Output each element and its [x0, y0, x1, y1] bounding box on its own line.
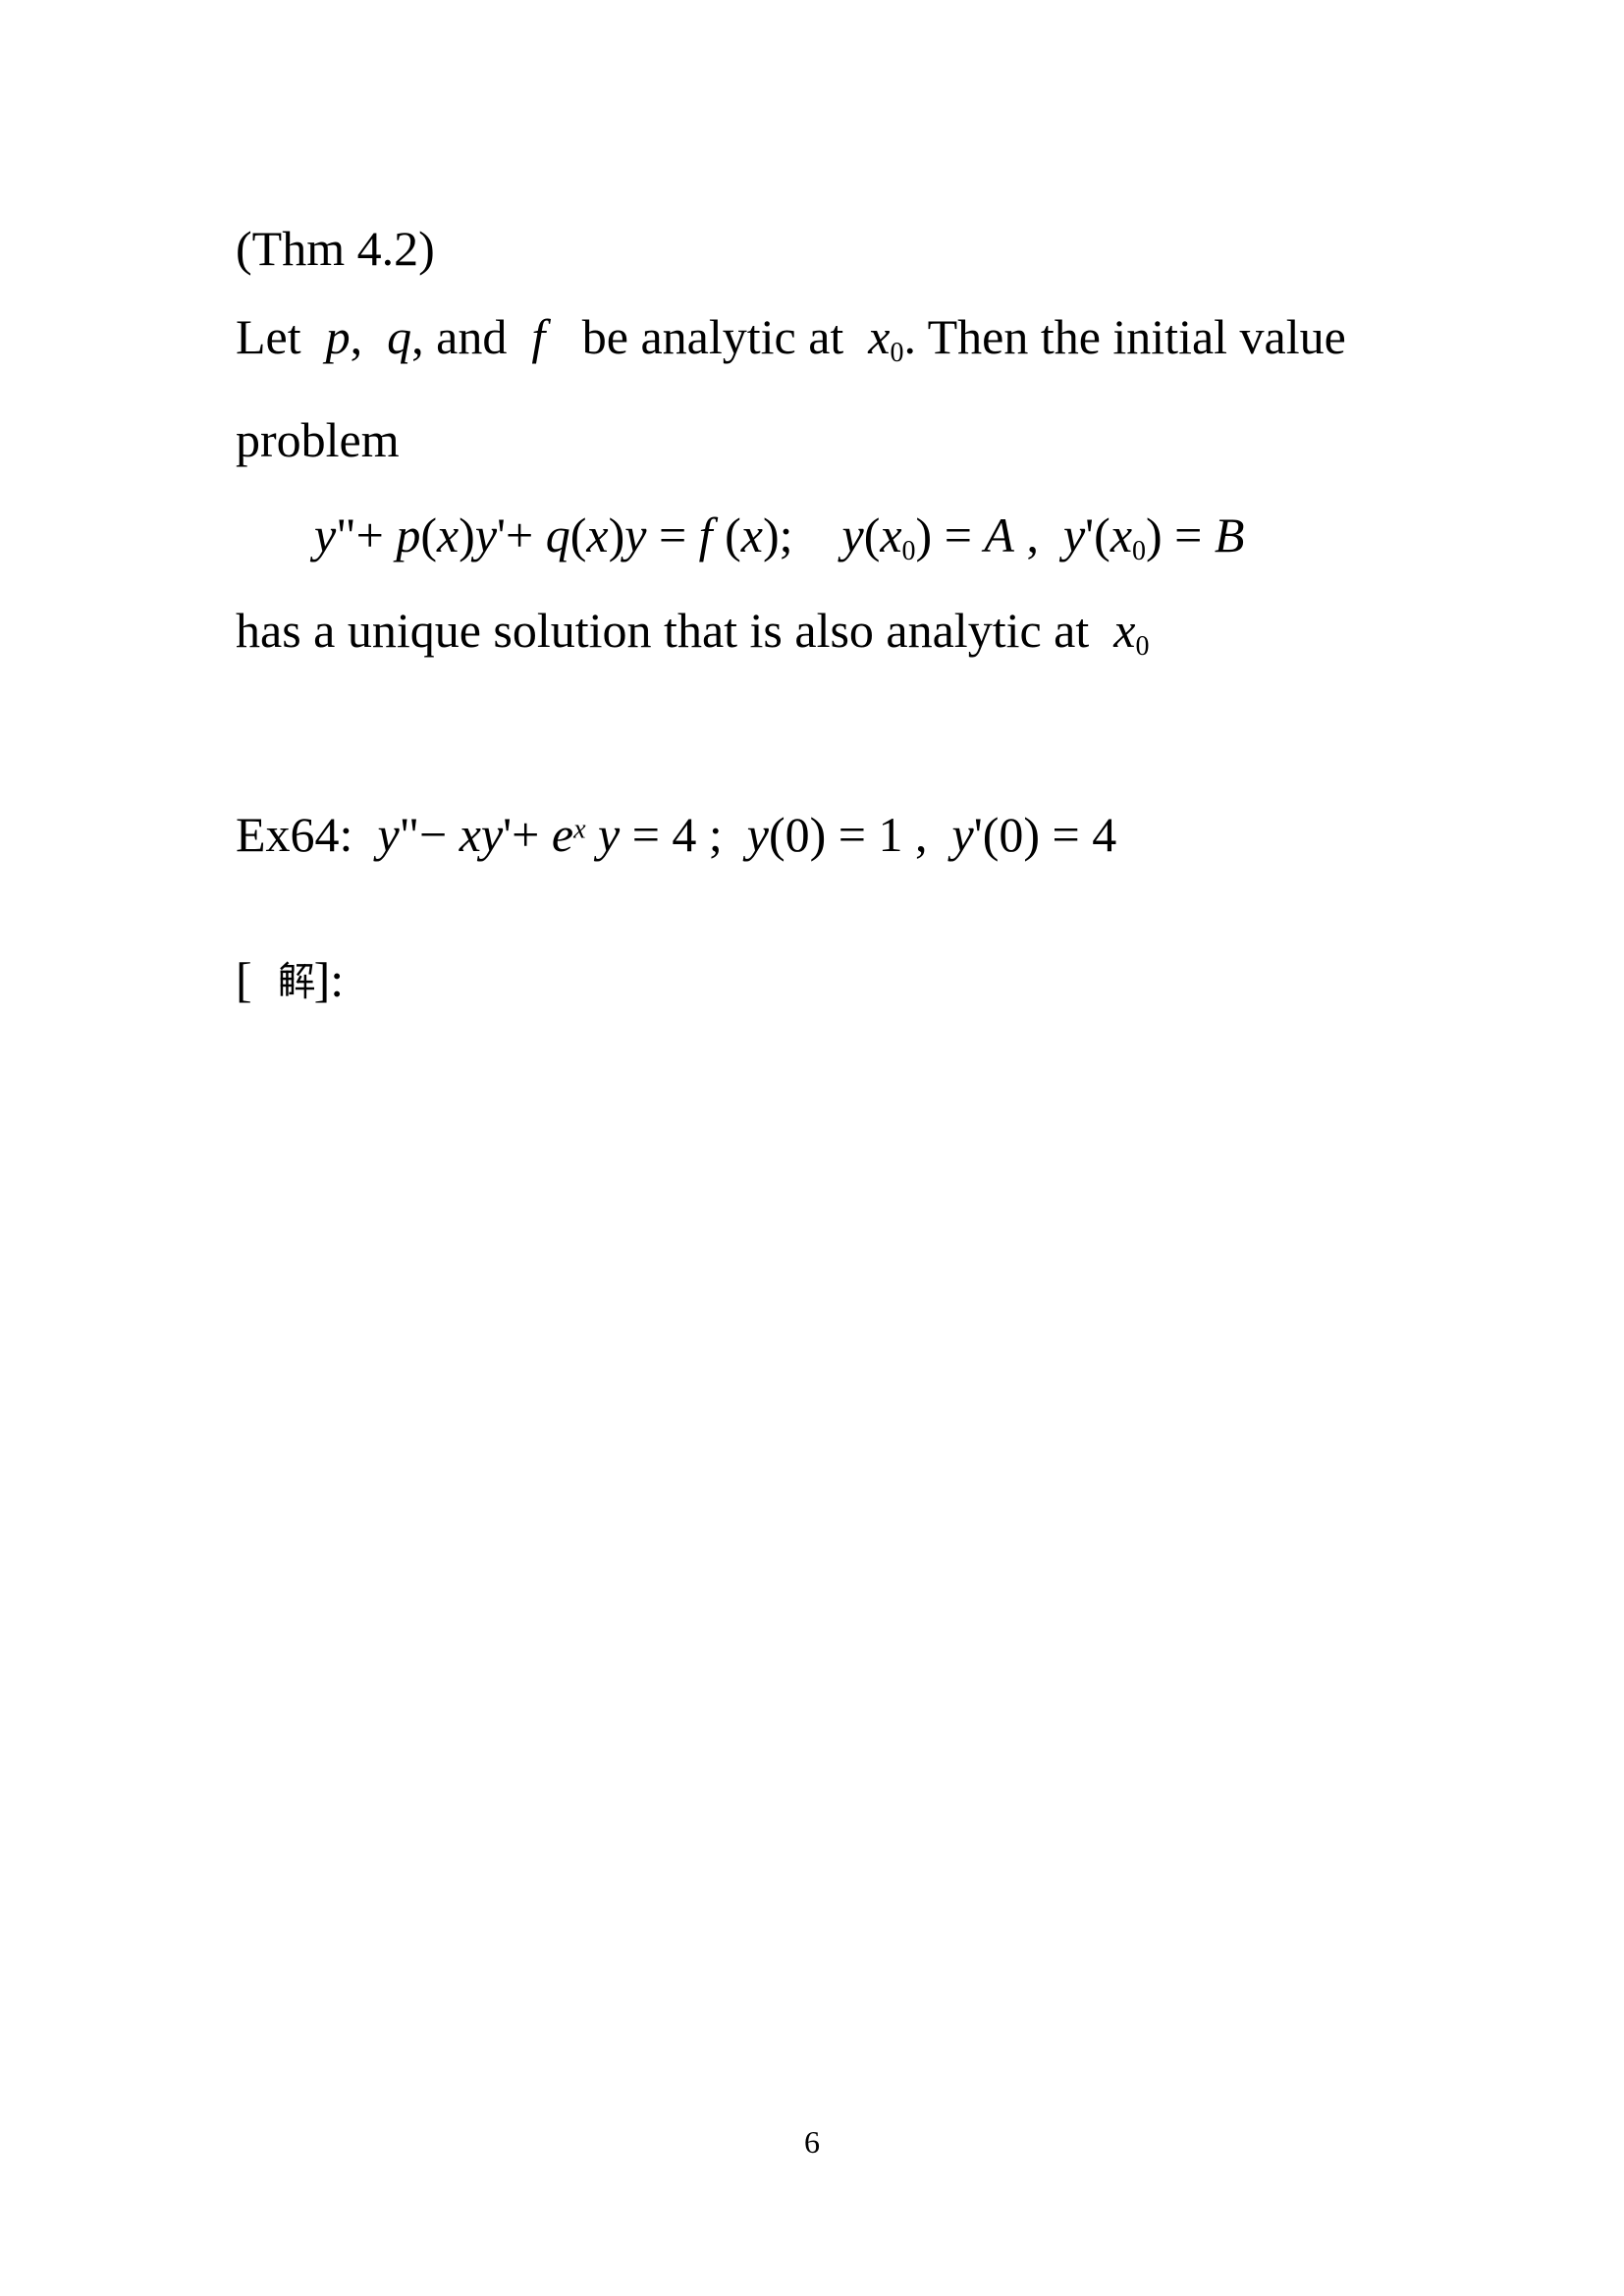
- jie-ideograph: [252, 906, 314, 1004]
- text-segment: y: [624, 507, 647, 562]
- text-segment: x: [586, 507, 609, 562]
- text-segment: x: [573, 814, 586, 845]
- text-segment: '(0) = 4: [973, 807, 1117, 862]
- text-segment: problem: [236, 412, 400, 467]
- text-segment: x: [880, 507, 902, 562]
- text-segment: y: [841, 507, 864, 562]
- text-segment: ,: [1013, 507, 1063, 562]
- text-segment: y: [1062, 507, 1086, 562]
- text-segment: ) =: [1146, 507, 1215, 562]
- theorem-statement-line-1: [236, 309, 1346, 368]
- text-segment: p: [396, 507, 421, 562]
- text-segment: xy: [459, 807, 504, 862]
- text-segment: has a unique solution that is also analytic at: [236, 603, 1114, 658]
- solution-label: [236, 906, 345, 1007]
- text-segment: = 4 ;: [620, 807, 747, 862]
- text-segment: );: [762, 507, 842, 562]
- text-segment: Ex64:: [236, 807, 378, 862]
- text-segment: [: [236, 952, 252, 1007]
- text-segment: p: [325, 309, 351, 364]
- text-segment: , and: [411, 309, 532, 364]
- text-segment: x: [1110, 507, 1133, 562]
- text-segment: x: [868, 309, 891, 364]
- text-segment: be analytic at: [545, 309, 869, 364]
- text-segment: (0) = 1 ,: [769, 807, 952, 862]
- text-segment: (: [712, 507, 741, 562]
- text-segment: . Then the initial value: [903, 309, 1346, 364]
- text-segment: "−: [399, 807, 460, 862]
- text-segment: (: [863, 507, 881, 562]
- text-segment: x: [1113, 603, 1136, 658]
- text-segment: x: [740, 507, 763, 562]
- text-segment: ) =: [915, 507, 985, 562]
- text-segment: q: [387, 309, 412, 364]
- text-segment: 0: [901, 535, 916, 566]
- theorem-equation: [314, 507, 1245, 566]
- text-segment: '+: [503, 807, 552, 862]
- text-segment: y: [377, 807, 400, 862]
- theorem-statement-line-3: [236, 603, 1150, 662]
- text-segment: e: [551, 807, 574, 862]
- text-segment: y: [598, 807, 621, 862]
- text-segment: (Thm 4.2): [236, 221, 435, 276]
- text-segment: ,: [350, 309, 388, 364]
- text-segment: B: [1214, 507, 1245, 562]
- text-segment: (: [420, 507, 437, 562]
- text-segment: 0: [1132, 535, 1147, 566]
- text-segment: q: [545, 507, 570, 562]
- text-segment: =: [646, 507, 699, 562]
- text-segment: 0: [1135, 630, 1150, 662]
- text-segment: f: [698, 507, 713, 562]
- text-segment: 0: [890, 337, 904, 368]
- text-segment: y: [951, 807, 974, 862]
- text-segment: [586, 807, 599, 862]
- text-segment: y: [474, 507, 498, 562]
- example-64-line: [236, 807, 1117, 862]
- text-segment: x: [436, 507, 460, 562]
- text-segment: y: [314, 507, 337, 562]
- page-number: 6: [804, 2124, 820, 2160]
- text-segment: '+: [497, 507, 546, 562]
- text-segment: '(: [1085, 507, 1110, 562]
- text-segment: ]:: [313, 952, 345, 1007]
- theorem-statement-line-2: [236, 412, 400, 467]
- text-segment: f: [531, 309, 546, 364]
- text-segment: "+: [336, 507, 397, 562]
- text-segment: (: [569, 507, 587, 562]
- theorem-label: [236, 221, 435, 276]
- text-segment: ): [459, 507, 475, 562]
- text-segment: y: [746, 807, 769, 862]
- text-segment: ): [608, 507, 625, 562]
- text-segment: A: [984, 507, 1014, 562]
- text-segment: Let: [236, 309, 326, 364]
